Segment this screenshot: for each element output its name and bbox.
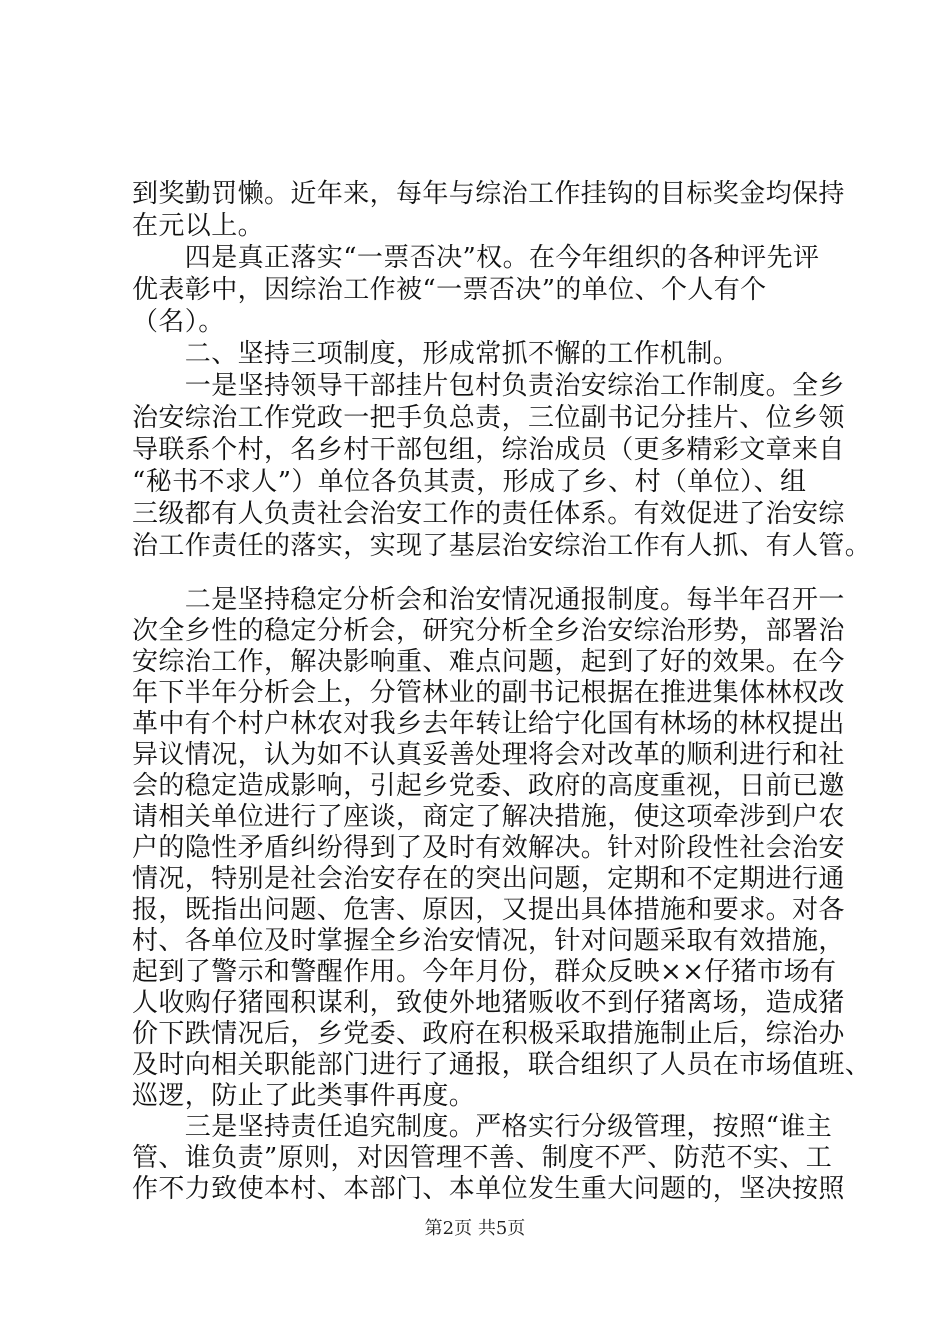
text-line: 革中有个村户林农对我乡去年转让给宁化国有林场的林权提出: [132, 709, 845, 739]
text-line: “秘书不求人”）单位各负其责，形成了乡、村（单位）、组: [132, 467, 807, 497]
text-line: 作不力致使本村、本部门、本单位发生重大问题的，坚决按照: [132, 1174, 845, 1204]
text-line: 户的隐性矛盾纠纷得到了及时有效解决。针对阶段性社会治安: [132, 833, 845, 863]
text-line: 导联系个村，名乡村干部包组，综治成员（更多精彩文章来自: [132, 435, 845, 465]
text-line: 请相关单位进行了座谈，商定了解决措施，使这项牵涉到户农: [132, 802, 845, 832]
text-line: 在元以上。: [132, 211, 265, 241]
text-line: 会的稳定造成影响，引起乡党委、政府的高度重视，日前已邀: [132, 771, 845, 801]
text-line: 到奖勤罚懒。近年来，每年与综治工作挂钩的目标奖金均保持: [132, 179, 845, 209]
text-line: 异议情况，认为如不认真妥善处理将会对改革的顺利进行和社: [132, 740, 845, 770]
text-line: 情况，特别是社会治安存在的突出问题，定期和不定期进行通: [132, 864, 845, 894]
text-line: （名）。: [132, 307, 225, 337]
text-line: 优表彰中，因综治工作被“一票否决”的单位、个人有个: [132, 275, 767, 305]
text-line: 治安综治工作党政一把手负总责，三位副书记分挂片、位乡领: [132, 403, 845, 433]
text-line: 价下跌情况后，乡党委、政府在积极采取措施制止后，综治办: [132, 1019, 845, 1049]
text-line: 人收购仔猪囤积谋利，致使外地猪贩收不到仔猪离场，造成猪: [132, 988, 845, 1018]
text-line: 报，既指出问题、危害、原因，又提出具体措施和要求。对各: [132, 895, 845, 925]
text-line: 二是坚持稳定分析会和治安情况通报制度。每半年召开一: [132, 585, 845, 615]
text-line: 起到了警示和警醒作用。今年月份，群众反映××仔猪市场有: [132, 957, 837, 987]
text-line: 一是坚持领导干部挂片包村负责治安综治工作制度。全乡: [132, 371, 845, 401]
text-line: 及时向相关职能部门进行了通报，联合组织了人员在市场值班、: [132, 1050, 872, 1080]
text-line: 管、谁负责”原则，对因管理不善、制度不严、防范不实、工: [132, 1143, 833, 1173]
section-heading: 二、坚持三项制度，形成常抓不懈的工作机制。: [132, 339, 740, 369]
text-line: 次全乡性的稳定分析会，研究分析全乡治安综治形势，部署治: [132, 616, 845, 646]
text-line: 三级都有人负责社会治安工作的责任体系。有效促进了治安综: [132, 499, 845, 529]
text-line: 四是真正落实“一票否决”权。在今年组织的各种评先评: [132, 243, 820, 273]
text-line: 三是坚持责任追究制度。严格实行分级管理，按照“谁主: [132, 1112, 833, 1142]
text-line: 年下半年分析会上，分管林业的副书记根据在推进集体林权改: [132, 678, 845, 708]
page-number-footer: 第2页 共5页: [424, 1218, 526, 1239]
text-line: 安综治工作，解决影响重、难点问题，起到了好的效果。在今: [132, 647, 845, 677]
text-line: 村、各单位及时掌握全乡治安情况，针对问题采取有效措施，: [132, 926, 845, 956]
text-line: 巡逻，防止了此类事件再度。: [132, 1081, 476, 1111]
text-line: 治工作责任的落实，实现了基层治安综治工作有人抓、有人管。: [132, 531, 872, 561]
